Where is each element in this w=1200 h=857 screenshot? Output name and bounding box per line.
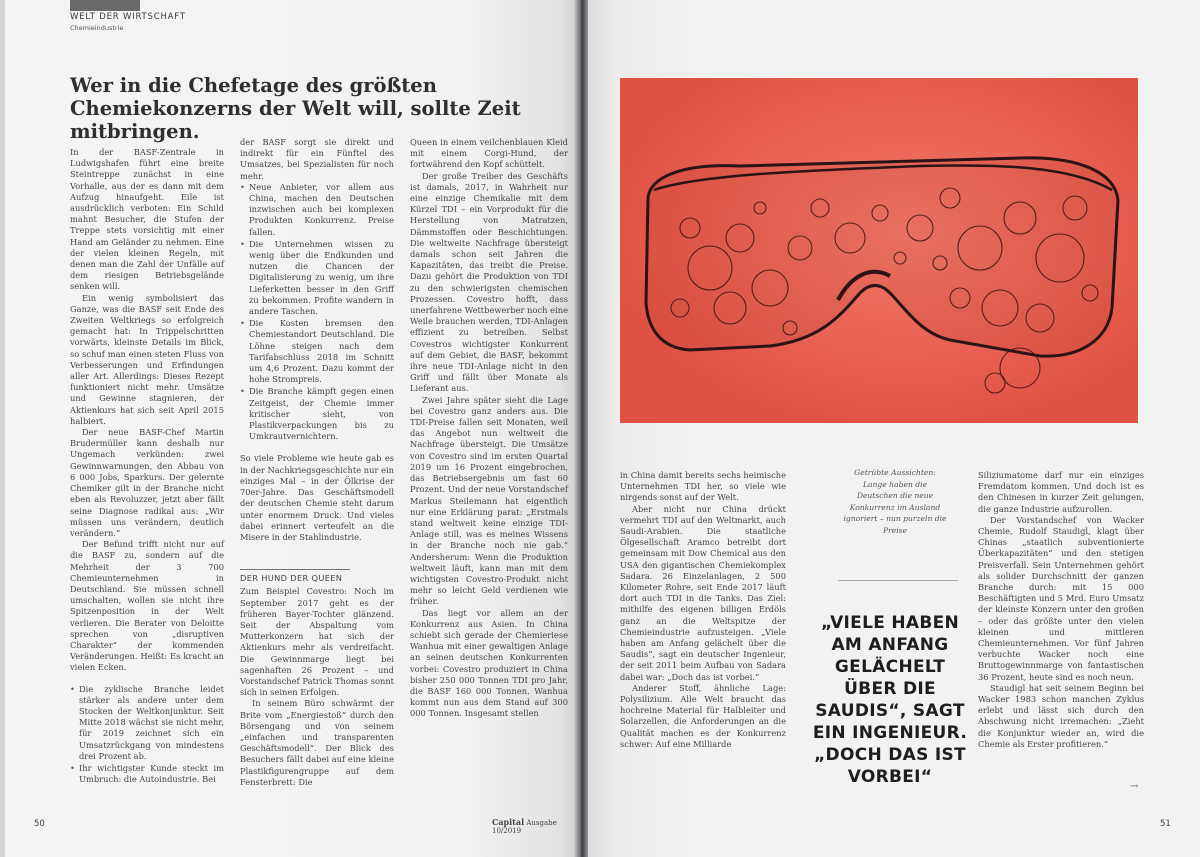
paragraph: In der BASF-Zentrale in Ludwigshafen führt eine breite Steintreppe zunächst in eine Vorhalle, aus der es dann mit dem Aufzug hinaufgeht. Eile ist ausdrücklich verboten: Ein Schild mahnt Besucher, die Stufen der Treppe stets vorsichtig mit einer Hand am Geländer zu nehmen. Eine der vielen kleinen Regeln, mit denen man die Zahl der Unfälle auf dem riesigen Betriebsgelände senken will. — [70, 147, 224, 292]
subsection-label: Chemieindustrie — [70, 24, 124, 32]
paragraph: Zwei Jahre später sieht die Lage bei Covestro ganz anders aus. Die TDI-Preise fallen seit Monaten, weil das Angebot nun weltweit die Nachfrage übersteigt. Die Umsätze von Covestro sind im ersten Quartal 2019 um 16 Prozent eingebrochen, das Betriebsergebnis um fast 60 Prozent. Und der neue Vorstandschef Markus Steilemann hat eigentlich nur eine Erklärung parat: „Erstmals stand weltweit keine einzige TDI-Anlage still, was es meines Wissens in der Branche noch nie gab.“ Andersherum: Wenn die Produktion weltweit läuft, kann man mit dem wichtigsten Covestro-Produkt nicht mehr so leicht Geld verdienen wie früher. — [410, 394, 568, 607]
paragraph: Der neue BASF-Chef Martin Brudermüller kann deshalb nur Ungemach verkünden: zwei Gewinnwarnungen, den Abbau von 6 000 Jobs, Sparkurs. Der gelernte Chemiker gilt in der Branche nicht eben als Revoluzzer, jetzt aber fällt seine Diagnose radikal aus: „Wir müssen uns verändern, deutlich verändern.“ — [70, 427, 224, 538]
bullet-item: • Ihr wichtigster Kunde steckt im Umbruch: die Autoindustrie. Bei — [70, 763, 224, 785]
pull-quote: „VIELE HABEN AM ANFANG GELÄCHELT ÜBER DIE SAUDIS“, SAGT EIN INGENIEUR. „DOCH DAS IST VORBEI“ — [812, 613, 968, 787]
section-marker-bar — [70, 0, 140, 11]
subheading: DER HUND DER QUEEN — [240, 569, 350, 584]
bullet-item: • Die Unternehmen wissen zu wenig über die Endkunden und nutzen die Chancen der Digitalisierung zu wenig, um ihre Lieferketten besser in den Griff zu bekommen. Profite wandern in andere Taschen. — [240, 239, 394, 317]
continue-arrow-icon: → — [1130, 781, 1139, 792]
paragraph: Staudigl hat seit seinem Beginn bei Wacker 1983 schon manchen Zyklus erlebt und lässt sich durch den Abschwung nicht irremachen: „Zieht die Konjunktur wieder an, wird die Chemie als Erster profitieren.“ — [978, 682, 1144, 749]
article-photo — [620, 78, 1138, 423]
paragraph: Der große Treiber des Geschäfts ist damals, 2017, in Wahrheit nur eine einzige Chemikalie mit dem Kürzel TDI – ein Vorprodukt für die Herstellung von Matratzen, Dämmstoffen oder Beschichtungen. Die weltweite Nachfrage übersteigt damals schon seit Jahren die Kapazitäten, das treibt die Preise. Dazu gehört die Produktion von TDI zu den schwierigsten chemischen Prozessen. Covestro hofft, dass unerfahrene Wettbewerber noch eine Weile brauchen werden, TDI-Anlagen effizient zu betreiben. Selbst Covestros wichtigster Konkurrent auf dem Gebiet, die BASF, bekommt ihre neue TDI-Anlage nicht in den Griff und fällt über Monate als Lieferant aus. — [410, 170, 568, 394]
paragraph: Aber nicht nur China drückt vermehrt TDI auf den Weltmarkt, auch Saudi-Arabien. Die staatliche Ölgesellschaft Aramco betreibt dort gemeinsam mit Dow Chemical aus den USA den gigantischen Chemiekomplex Sadara. 26 Einzelanlagen, 2 500 Kilometer Rohre, seit Ende 2017 läuft dort auch TDI in die Tanks. Das Ziel: mithilfe des eigenen billigen Erdöls ganz an die Weltspitze der Chemieindustrie aufzusteigen. „Viele haben am Anfang gelächelt über die Saudis“, sagt ein deutscher Ingenieur, der seit 2011 beim Aufbau von Sadara dabei war: „Doch das ist vorbei.“ — [620, 503, 786, 682]
paragraph: Ein wenig symbolisiert das Ganze, was die BASF seit Ende des Zweiten Weltkriegs so erfolgreich gemacht hat: In Trippelschritten vorwärts, kleinste Details im Blick, so schuf man einen steten Fluss von Verbesserungen und Erfindungen aller Art. Allerdings: Dieses Rezept funktioniert nicht mehr. Umsätze und Gewinne stagnieren, der Aktienkurs hat sich seit April 2015 halbiert. — [70, 292, 224, 426]
text-column-1 — [70, 147, 224, 786]
section-label: WELT DER WIRTSCHAFT — [70, 12, 186, 22]
paragraph: Das liegt vor allem an der Konkurrenz aus Asien. In China schiebt sich gerade der Chemieriese Wanhua mit einer gewaltigen Anlage an seinen deutschen Konkurrenten vorbei: Covestro produziert in China bisher 250 000 Tonnen TDI pro Jahr, die BASF 160 000 Tonnen. Wanhua kommt nun aus dem Stand auf 300 000 Tonnen. Insgesamt stellen — [410, 607, 568, 719]
text-column-2 — [240, 137, 394, 788]
bullet-item: • Die Kosten bremsen den Chemiestandort Deutschland. Die Löhne steigen nach dem Tarifabschluss 2018 im Schnitt um 4,6 Prozent. Dazu kommt der hohe Strompreis. — [240, 318, 394, 385]
text-column-3 — [410, 137, 568, 720]
left-page — [0, 0, 583, 857]
bullet-item: • Neue Anbieter, vor allem aus China, machen den Deutschen inzwischen auch bei komplexen Produkten Konkurrenz. Preise fallen. — [240, 182, 394, 238]
bullet-item: • Die Branche kämpft gegen einen Zeitgeist, der Chemie immer kritischer sieht, von Plastikverpackungen bis zu Umkrautvernichtern. — [240, 386, 394, 442]
paragraph: in China damit bereits sechs heimische Unternehmen TDI her, so viele wie nirgends sonst auf der Welt. — [620, 470, 786, 503]
paragraph: der BASF sorgt sie direkt und indirekt für ein Fünftel des Umsatzes, bei Spezialisten für noch mehr. — [240, 137, 394, 181]
page-footer — [492, 817, 583, 835]
text-column-5 — [978, 470, 1144, 750]
divider-line — [838, 580, 958, 581]
paragraph: Queen in einem veilchenblauen Kleid mit einem Corgi-Hund, der fortwährend den Kopf schüttelt. — [410, 137, 568, 170]
bullet-item: • Die zyklische Branche leidet stärker als andere unter dem Stocken der Weltkonjunktur. Seit Mitte 2018 wächst sie nicht mehr, für 2019 zeichnet sich ein Umsatzrückgang von mindestens drei Prozent ab. — [70, 684, 224, 762]
paragraph: Der Befund trifft nicht nur auf die BASF zu, sondern auf die Mehrheit der 3 700 Chemieunternehmen in Deutschland. Sie müssen schnell umschalten, wollen sie nicht ihre Spitzenposition in der Welt verlieren. Die Berater von Deloitte sprechen von „disruptiven Charakter“ der kommenden Veränderungen. Heißt: Es kracht an vielen Ecken. — [70, 539, 224, 673]
photo-caption: Getrübte Aussichten: Lange haben die Deutschen die neue Konkurrenz im Ausland ignoriert – nun purzeln die Preise — [843, 468, 947, 535]
page-edge — [0, 0, 5, 857]
text-column-4 — [620, 470, 786, 750]
page-number: 51 — [1160, 819, 1171, 829]
bullet-list — [70, 684, 224, 786]
article-headline: Wer in die Chefetage des größten Chemiekonzerns der Welt will, sollte Zeit mitbringen. — [70, 74, 521, 143]
paragraph: So viele Probleme wie heute gab es in der Nachkriegsgeschichte nur ein einziges Mal – in der Ölkrise der 70er-Jahre. Das Geschäftsmodell der deutschen Chemie steht darum unter enormem Druck. Und vieles dabei erinnert verteufelt an die Misere in der Stahlindustrie. — [240, 453, 394, 542]
footer-issue: Ausgabe 10/2019 — [492, 819, 557, 835]
page-number: 50 — [34, 819, 45, 829]
paragraph: Siliziumatome darf nur ein einziges Fremdatom kommen. Und doch ist es den Chinesen in kurzer Zeit gelungen, die ganze Industrie aufzurollen. — [978, 470, 1144, 514]
footer-brand: Capital — [492, 817, 525, 827]
page-gutter — [574, 0, 588, 857]
safety-goggles-image — [620, 78, 1138, 423]
paragraph: Zum Beispiel Covestro: Noch im September 2017 geht es der früheren Bayer-Tochter glänzend. Seit der Abspaltung vom Mutterkonzern hat sich der Aktienkurs mehr als verdreifacht. Die Gewinnmarge liegt bei sagenhaften 26 Prozent – und Vorstandschef Patrick Thomas sonnt sich in seinen Erfolgen. — [240, 586, 394, 698]
paragraph: In seinem Büro schwärmt der Brite vom „Energiestoß“ durch den Börsengang und von seinem „einfachen und transparenten Geschäftsmodell“. Der Blick des Besuchers fällt dabei auf eine kleine Plastikfigurengruppe auf dem Fensterbrett: Die — [240, 698, 394, 787]
paragraph: Der Vorstandschef von Wacker Chemie, Rudolf Staudigl, klagt über Chinas „staatlich subventionierte Überkapazitäten“ und den stetigen Preisverfall. Sein Unternehmen gehört als solider Durchschnitt der ganzen Branche durch: mit 15 000 Beschäftigten und 5 Mrd. Euro Umsatz der kleinste Konzern unter den großen – oder das größte unter den vielen kleinen und mittleren Chemieunternehmen. Vor fünf Jahren verbuchte Wacker noch eine Bruttogewinnmarge von fantastischen 36 Prozent, heute sind es noch neun. — [978, 514, 1144, 682]
bullet-list — [240, 182, 394, 443]
paragraph: Anderer Stoff, ähnliche Lage: Polysilizium. Alle Welt braucht das hochreine Material für Halbleiter und Solarzellen, die Anforderungen an die Qualität machen es der Konkurrenz schwer: Auf eine Milliarde — [620, 682, 786, 749]
